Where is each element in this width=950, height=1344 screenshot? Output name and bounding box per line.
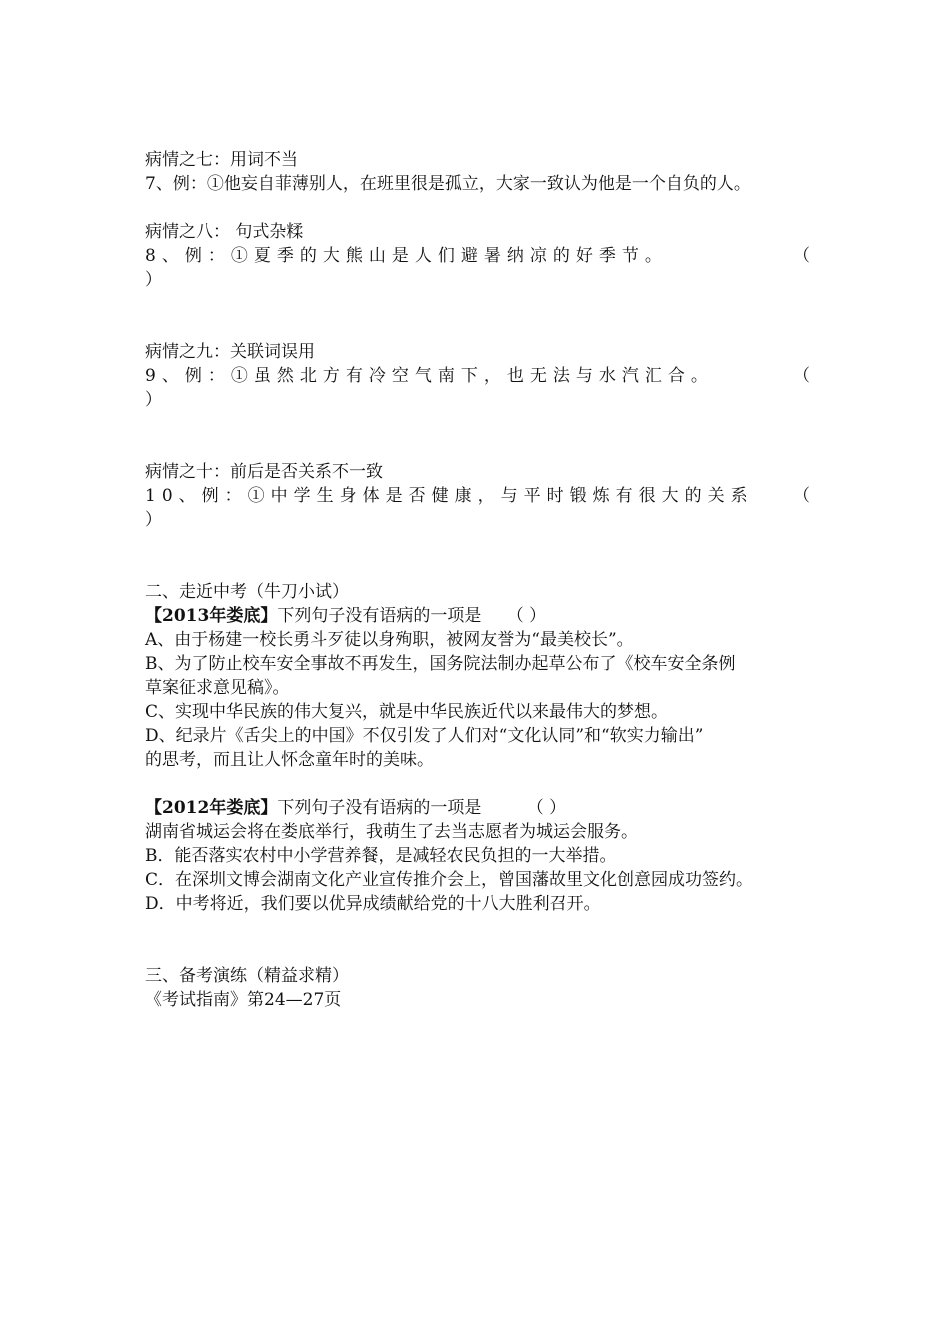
question-2013-blank: （ ） [506,606,547,626]
section-9-paren-open: （ [793,366,810,386]
question-2013-text: 下列句子没有语病的一项是 [277,606,482,626]
section-10-example: 10、例：①中学生身体是否健康，与平时锻炼有很大的关系 [145,486,754,506]
section-8-paren-close: ） [145,270,162,290]
question-2013-option-a: A、由于杨建一校长勇斗歹徒以身殉职，被网友誉为“最美校长”。 [145,630,634,650]
section-8-example: 8、例：①夏季的大熊山是人们避暑纳凉的好季节。 [145,246,668,266]
question-2012-option-b: B．能否落实农村中小学营养餐，是减轻农民负担的一大举措。 [145,846,617,866]
section-10-paren-open: （ [793,486,810,506]
section-10-title: 病情之十：前后是否关系不一致 [145,462,383,482]
question-2012-stem [145,796,825,820]
section-9-title: 病情之九：关联词误用 [145,342,315,362]
question-2012-text: 下列句子没有语病的一项是 [277,798,482,818]
section-8-title: 病情之八： 句式杂糅 [145,222,304,242]
question-2013-stem [145,604,825,628]
section-8-paren-open: （ [793,246,810,266]
section-9-paren-close: ） [145,390,162,410]
question-2013-option-d-line2: 的思考，而且让人怀念童年时的美味。 [145,750,434,770]
question-2013-option-b-line1: B、为了防止校车安全事故不再发生，国务院法制办起草公布了《校车安全条例 [145,654,736,674]
question-2012-option-d: D．中考将近，我们要以优异成绩献给党的十八大胜利召开。 [145,894,601,914]
section-9-example-row [145,364,810,388]
section-10-example-row [145,484,810,508]
part-2-title: 二、走近中考（牛刀小试） [145,582,349,602]
question-2012-option-a: 湖南省城运会将在娄底举行，我萌生了去当志愿者为城运会服务。 [145,822,638,842]
question-2013-option-b-line2: 草案征求意见稿》。 [145,678,290,698]
section-9-example: 9、例：①虽然北方有冷空气南下，也无法与水汽汇合。 [145,366,714,386]
section-8-example-row [145,244,810,268]
question-2012-tag: 【2012年娄底】 [145,798,278,818]
question-2013-tag: 【2013年娄底】 [145,606,278,626]
section-7-title: 病情之七：用词不当 [145,150,298,170]
section-7-example: 7、例：①他妄自菲薄别人，在班里很是孤立，大家一致认为他是一个自负的人。 [145,174,751,194]
question-2012-blank: （ ） [526,798,567,818]
question-2012-option-c: C．在深圳文博会湖南文化产业宣传推介会上，曾国藩故里文化创意园成功签约。 [145,870,754,890]
part-3-title: 三、备考演练（精益求精） [145,966,349,986]
question-2013-option-c: C、实现中华民族的伟大复兴，就是中华民族近代以来最伟大的梦想。 [145,702,669,722]
section-10-paren-close: ） [145,510,162,530]
question-2013-option-d-line1: D、纪录片《舌尖上的中国》不仅引发了人们对“文化认同”和“软实力输出” [145,726,704,746]
part-3-reference: 《考试指南》第24—27页 [145,990,342,1010]
document-page [145,148,825,1012]
